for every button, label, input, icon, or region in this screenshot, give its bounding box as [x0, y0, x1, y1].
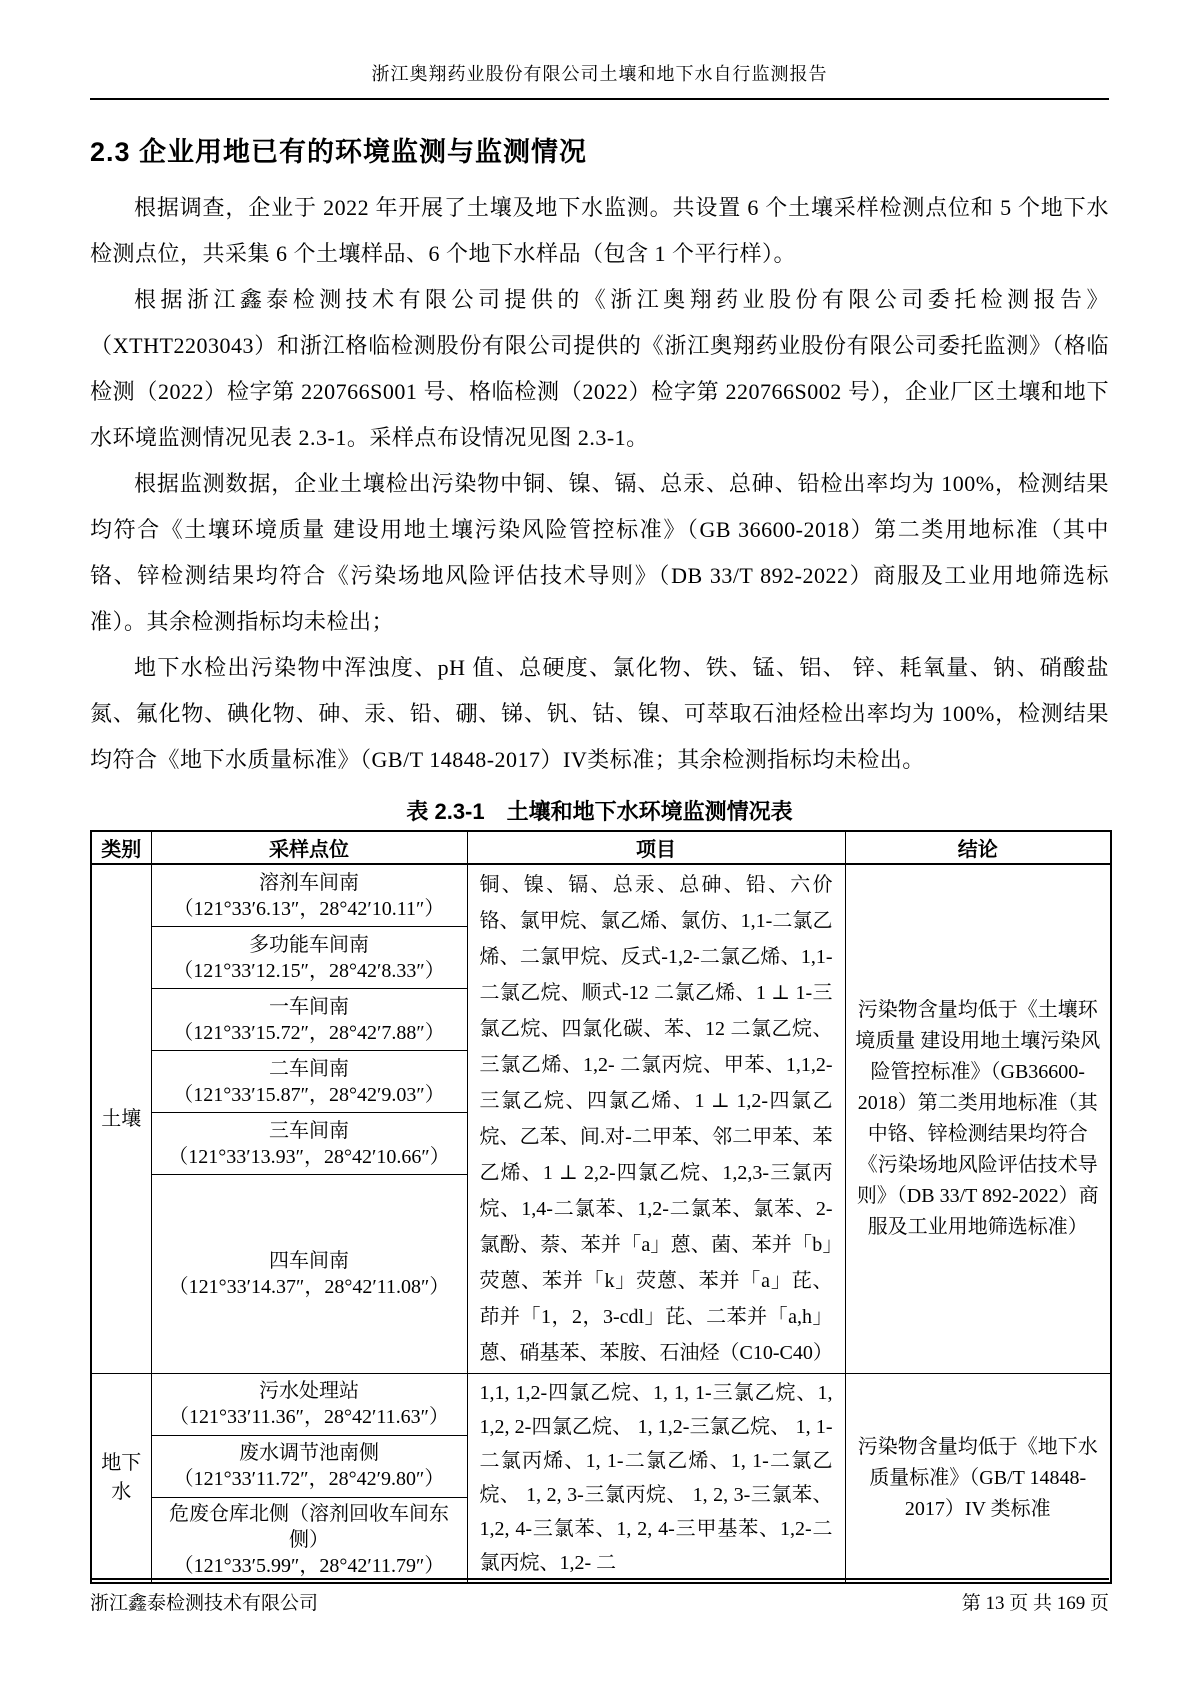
paragraph-survey: 根据调查，企业于 2022 年开展了土壤及地下水监测。共设置 6 个土壤采样检测点位和 5 个地下水检测点位，共采集 6 个土壤样品、6 个地下水样品（包含 1 个平行样）。 — [90, 195, 1109, 266]
sampling-point-cell — [151, 1175, 467, 1374]
paragraph-soil-results: 根据监测数据，企业土壤检出污染物中铜、镍、镉、总汞、总砷、铅检出率均为 100%，检测结果均符合《土壤环境质量 建设用地土壤污染风险管控标准》（GB 36600-2018）第二类用地标准（其中铬、锌检测结果均符合《污染场地风险评估技术导则》（DB 33/T 892-2022）商服及工业用地筛选标准）。其余检测指标均未检出； — [90, 471, 1109, 634]
footer-company: 浙江鑫泰检测技术有限公司 — [90, 1593, 319, 1614]
col-header-sampling-point: 采样点位 — [151, 831, 467, 864]
table-row — [91, 1374, 1111, 1436]
sampling-point-cell — [151, 1435, 467, 1497]
items-cell-soil: 铜、镍、镉、总汞、总砷、铅、六价铬、氯甲烷、氯乙烯、氯仿、1,1-二氯乙烯、二氯甲烷、反式-1,2-二氯乙烯、1,1-二氯乙烷、顺式-12 二氯乙烯、1 ⊥ 1-三氯乙烷、四氯化碳、苯、12 二氯乙烷、三氯乙烯、1,2- 二氯丙烷、甲苯、1,1,2-三氯乙烷、四氯乙烯、1 ⊥ 1,2-四氯乙烷、乙苯、间.对-二甲苯、邻二甲苯、苯乙烯、1 ⊥ 2,2-四氯乙烷、1,2,3-三氯丙烷、1,4-二氯苯、1,2-二氯苯、氯苯、2-氯酚、萘、苯并「a」蒽、菌、苯并「b」荧蒽、苯并「k」荧蒽、苯并「a」芘、茚并「1，2，3-cdl」芘、二苯并「a,h」蒽、硝基苯、苯胺、石油烃（C10-C40） — [467, 864, 845, 1374]
sampling-point-name: 一车间南 — [269, 995, 349, 1018]
col-header-conclusion: 结论 — [845, 831, 1111, 864]
col-header-items: 项目 — [467, 831, 845, 864]
sampling-point-cell — [151, 927, 467, 989]
sampling-point-name: 三车间南 — [269, 1119, 349, 1142]
sampling-point-coords: （121°33′14.37″，28°42′11.08″） — [168, 1276, 450, 1299]
sampling-point-coords: （121°33′15.87″，28°42′9.03″） — [173, 1083, 445, 1106]
sampling-point-coords: （121°33′11.72″，28°42′9.80″） — [173, 1468, 445, 1491]
doc-header-title: 浙江奥翔药业股份有限公司土壤和地下水自行监测报告 — [90, 0, 1109, 100]
col-header-category: 类别 — [91, 831, 151, 864]
sampling-point-cell — [151, 989, 467, 1051]
sampling-point-coords: （121°33′6.13″，28°42′10.11″） — [173, 897, 445, 920]
sampling-point-cell — [151, 1497, 467, 1583]
sampling-point-coords: （121°33′13.93″，28°42′10.66″） — [168, 1145, 450, 1168]
table-row — [91, 864, 1111, 927]
paragraph-groundwater-results: 地下水检出污染物中浑浊度、pH 值、总硬度、氯化物、铁、锰、铝、 锌、耗氧量、钠、硝酸盐氮、氟化物、碘化物、砷、汞、铅、硼、锑、钒、钴、镍、可萃取石油烃检出率均为 100%，检测结果均符合《地下水质量标准》（GB/T 14848-2017）IV类标准；其余检测指标均未检出。 — [90, 655, 1109, 772]
sampling-point-name: 多功能车间南 — [249, 933, 369, 956]
category-cell-soil: 土壤 — [91, 864, 151, 1374]
sampling-point-coords: （121°33′15.72″，28°42′7.88″） — [173, 1021, 445, 1044]
sampling-point-name: 溶剂车间南 — [259, 871, 359, 894]
items-cell-groundwater: 1,1, 1,2-四氯乙烷、1, 1, 1-三氯乙烷、1, 1,2, 2-四氯乙烷、 1, 1,2-三氯乙烷、 1, 1- 二氯丙烯、1, 1-二氯乙烯、1, 1-二氯乙烷、 1, 2, 3-三氯丙烷、 1, 2, 3-三氯苯、 1,2, 4-三氯苯、1, 2, 4-三甲基苯、1,2-二氯丙烷、1,2- 二 — [467, 1374, 845, 1584]
sampling-point-name: 废水调节池南侧 — [239, 1442, 379, 1465]
monitoring-table — [90, 830, 1112, 1584]
sampling-point-coords: （121°33′11.36″，28°42′11.63″） — [169, 1406, 449, 1429]
paragraph-reports: 根据浙江鑫泰检测技术有限公司提供的《浙江奥翔药业股份有限公司委托检测报告》（XTHT2203043）和浙江格临检测股份有限公司提供的《浙江奥翔药业股份有限公司委托监测》（格临检测（2022）检字第 220766S001 号、格临检测（2022）检字第 220766S002 号），企业厂区土壤和地下水环境监测情况见表 2.3-1。采样点布设情况见图 2.3-1。 — [90, 287, 1109, 450]
sampling-point-name: 危废仓库北侧（溶剂回收车间东侧） — [169, 1502, 449, 1551]
table-caption: 表 2.3-1 土壤和地下水环境监测情况表 — [406, 799, 793, 824]
doc-footer — [90, 1578, 1109, 1615]
sampling-point-cell — [151, 1051, 467, 1113]
conclusion-cell-soil: 污染物含量均低于《土壤环境质量 建设用地土壤污染风险管控标准》（GB36600-2018）第二类用地标准（其中铬、锌检测结果均符合《污染场地风险评估技术导则》（DB 33/T 892-2022）商服及工业用地筛选标准） — [845, 864, 1111, 1374]
sampling-point-coords: （121°33′5.99″，28°42′11.79″） — [173, 1554, 445, 1577]
category-cell-groundwater: 地下水 — [91, 1374, 151, 1584]
sampling-point-name: 二车间南 — [269, 1057, 349, 1080]
sampling-point-cell — [151, 1113, 467, 1175]
footer-page-info: 第 13 页 共 169 页 — [961, 1593, 1109, 1614]
section-title: 2.3 企业用地已有的环境监测与监测情况 — [90, 137, 588, 167]
conclusion-cell-groundwater: 污染物含量均低于《地下水质量标准》（GB/T 14848-2017）IV 类标准 — [845, 1374, 1111, 1584]
sampling-point-name: 污水处理站 — [259, 1380, 359, 1403]
table-header-row — [91, 831, 1111, 864]
sampling-point-coords: （121°33′12.15″，28°42′8.33″） — [173, 959, 445, 982]
sampling-point-cell — [151, 864, 467, 927]
sampling-point-cell — [151, 1374, 467, 1436]
sampling-point-name: 四车间南 — [269, 1250, 349, 1273]
